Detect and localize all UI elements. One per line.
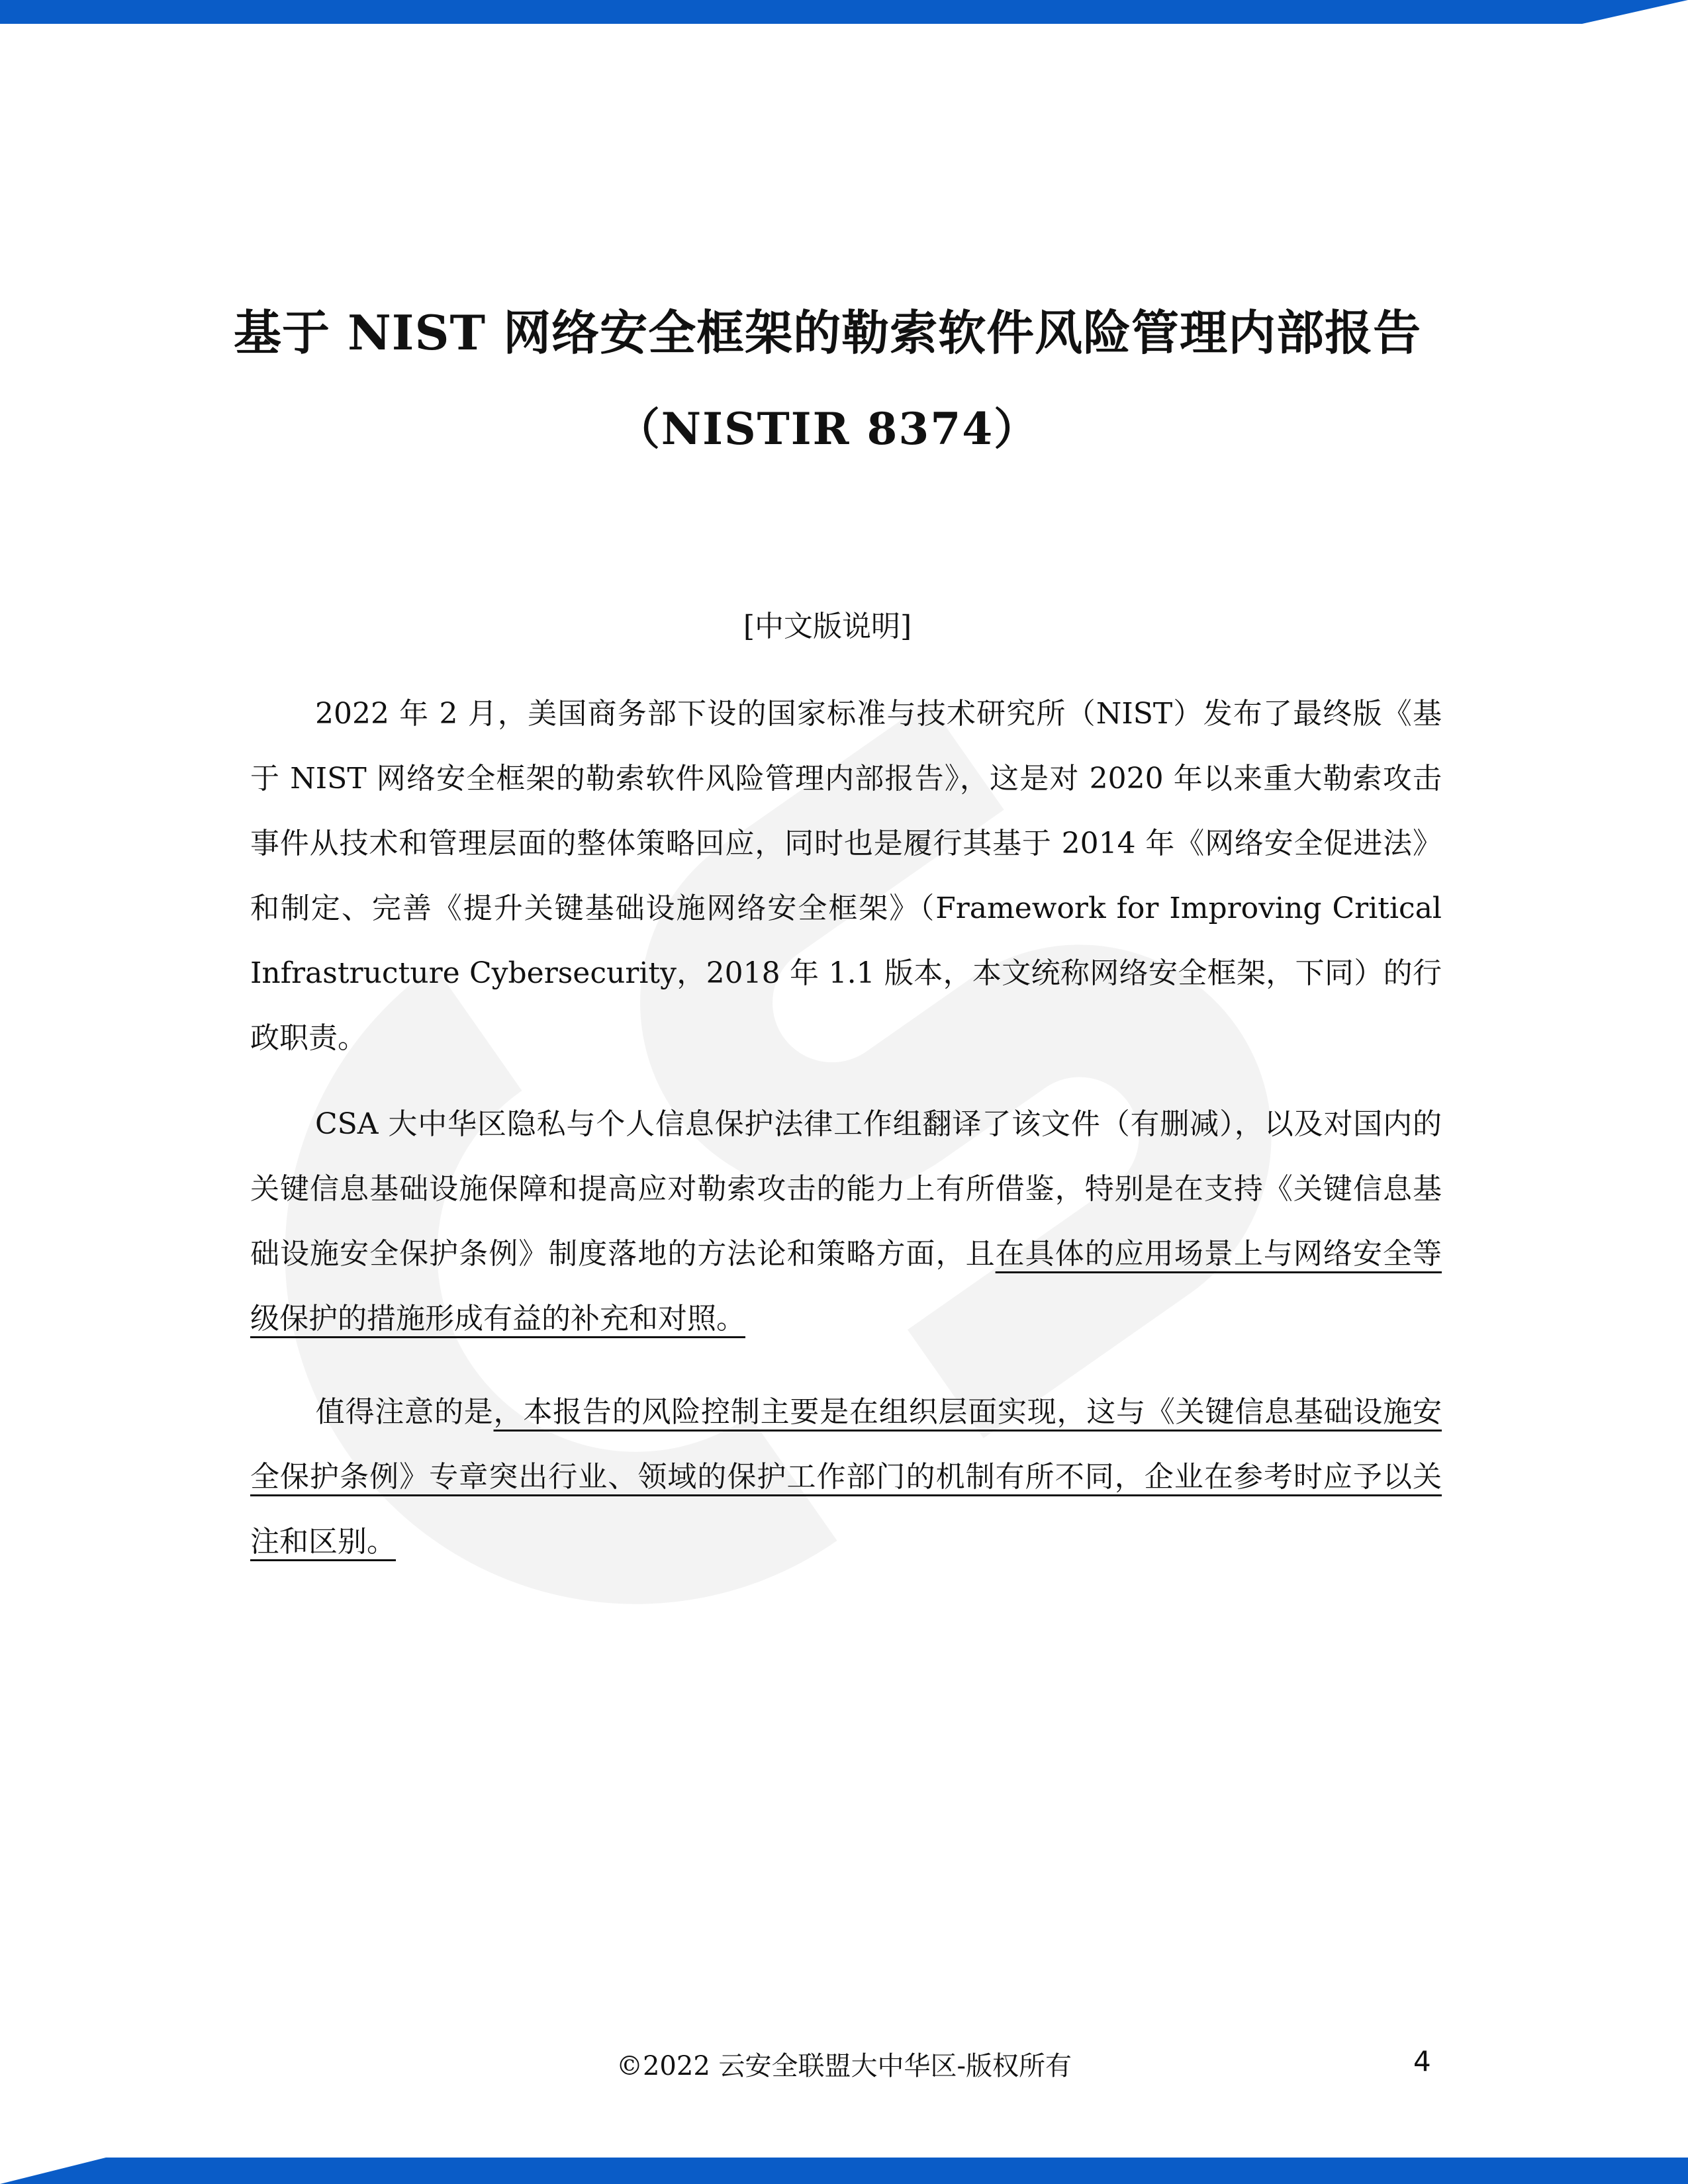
- paragraph-1-text: 2022 年 2 月，美国商务部下设的国家标准与技术研究所（NIST）发布了最终版《基于 NIST 网络安全框架的勒索软件风险管理内部报告》，这是对 2020 年以来重大勒索攻击事件从技术和管理层面的整体策略回应，同时也是履行其基于 2014 年《网络安全促进法》和制定、完善《提升关键基础设施网络安全框架》（Framework for Improving Critical Infrastructure Cybersecurity，2018 年 1.1 版本，本文统称网络安全框架，下同）的行政职责。: [250, 697, 1442, 1055]
- report-subtitle: （NISTIR 8374）: [616, 403, 1039, 455]
- paragraph-3-underlined-text: ，本报告的风险控制主要是在组织层面实现，这与《关键信息基础设施安全保护条例》专章突出行业、领域的保护工作部门的机制有所不同，企业在参考时应予以关注和区别。: [250, 1395, 1442, 1559]
- paragraph-1: [250, 682, 1442, 1071]
- paragraph-3-text: 值得注意的是: [315, 1395, 494, 1429]
- footer-copyright: ©2022 云安全联盟大中华区-版权所有: [616, 2051, 1072, 2081]
- footer-accent-bar: [0, 2158, 1688, 2184]
- paragraph-2-text: CSA 大中华区隐私与个人信息保护法律工作组翻译了该文件（有删减），以及对国内的关键信息基础设施保障和提高应对勒索攻击的能力上有所借鉴，特别是在支持《关键信息基础设施安全保护条例》制度落地的方法论和策略方面，且: [250, 1107, 1442, 1271]
- section-heading: [中文版说明]: [743, 610, 912, 643]
- paragraph-2: [250, 1092, 1442, 1351]
- report-title: 基于 NIST 网络安全框架的勒索软件风险管理内部报告: [233, 304, 1422, 361]
- paragraph-3: [250, 1380, 1442, 1574]
- header-accent-bar: [0, 0, 1688, 24]
- page-number: 4: [1413, 2045, 1431, 2077]
- paragraph-2-underlined-text: 在具体的应用场景上与网络安全等级保护的措施形成有益的补充和对照。: [250, 1237, 1442, 1336]
